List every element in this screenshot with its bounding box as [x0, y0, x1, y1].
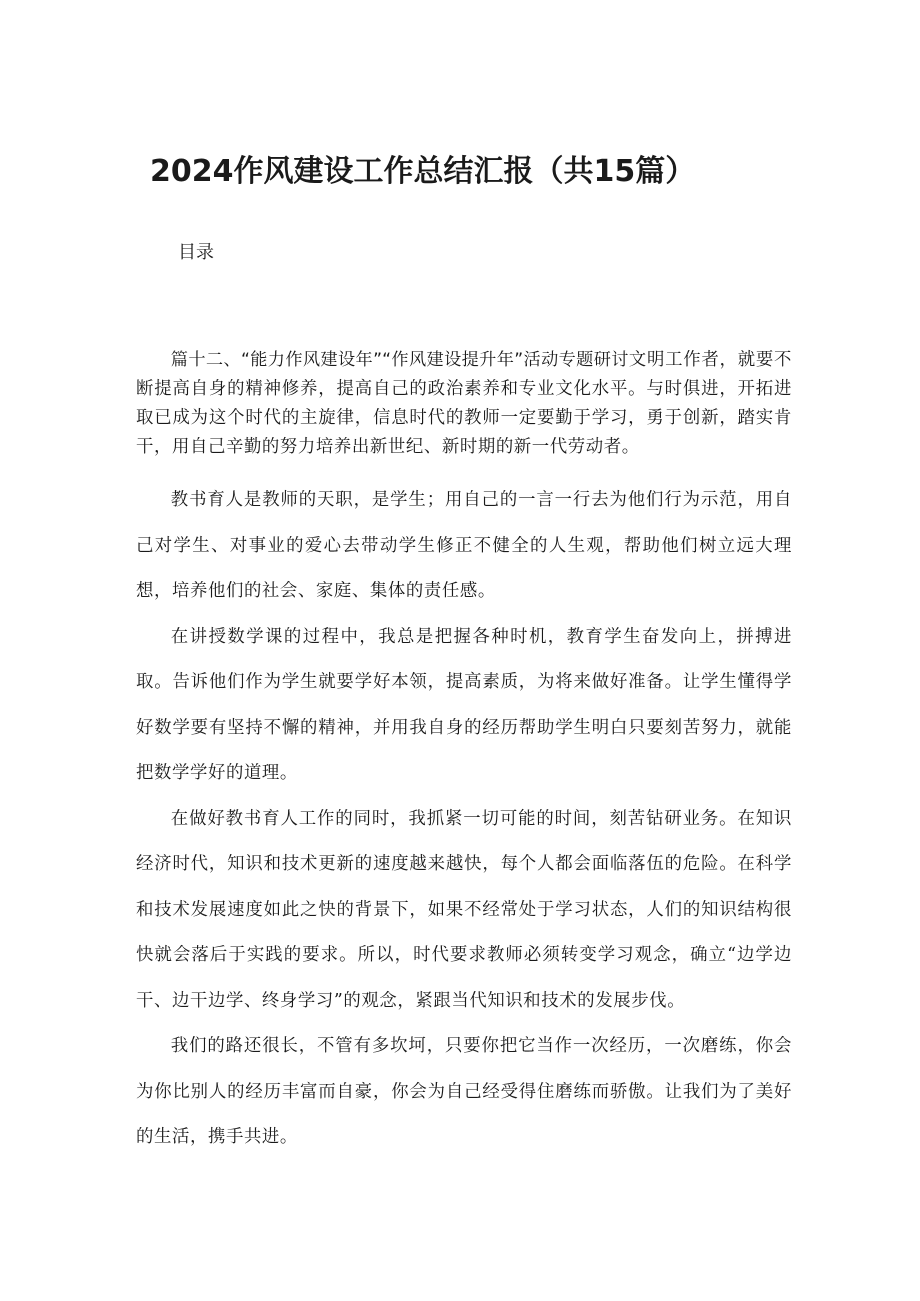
paragraph-2: 教书育人是教师的天职，是学生；用自己的一言一行去为他们行为示范，用自己对学生、对事业的爱心去带动学生修正不健全的人生观，帮助他们树立远大理想，培养他们的社会、家庭、集体的责任感。	[136, 490, 792, 601]
paragraph-5: 我们的路还很长，不管有多坎坷，只要你把它当作一次经历，一次磨练，你会为你比别人的经历丰富而自豪，你会为自己经受得住磨练而骄傲。让我们为了美好的生活，携手共进。	[136, 1036, 792, 1147]
document-body	[136, 346, 792, 1161]
paragraph-1-body: 文明工作者，就要不断提高自身的精神修养，提高自己的政治素养和专业文化水平。与时俱进，开拓进取已成为这个时代的主旋律，信息时代的教师一定要勤于学习，勇于创新，踏实肯干，用自己辛勤的努力培养出新世纪、新时期的新一代劳动者。	[136, 350, 792, 457]
paragraph-3: 在讲授数学课的过程中，我总是把握各种时机，教育学生奋发向上，拼搏进取。告诉他们作为学生就要学好本领，提高素质，为将来做好准备。让学生懂得学好数学要有坚持不懈的精神，并用我自身的经历帮助学生明白只要刻苦努力，就能把数学学好的道理。	[136, 626, 792, 783]
paragraph-4: 在做好教书育人工作的同时，我抓紧一切可能的时间，刻苦钻研业务。在知识经济时代，知识和技术更新的速度越来越快，每个人都会面临落伍的危险。在科学和技术发展速度如此之快的背景下，如果不经常处于学习状态，人们的知识结构很快就会落后于实践的要求。所以，时代要求教师必须转变学习观念，确立“边学边干、边干边学、终身学习”的观念，紧跟当代知识和技术的发展步伐。	[136, 808, 792, 1011]
paragraph-1	[136, 346, 792, 462]
paragraph-1-lead-heading: 篇十二、“能力作风建设年”“作风建设提升年”活动专题研讨	[170, 350, 629, 370]
table-of-contents-label: 目录	[178, 242, 214, 263]
document-title: 2024作风建设工作总结汇报（共15篇）	[150, 154, 696, 189]
